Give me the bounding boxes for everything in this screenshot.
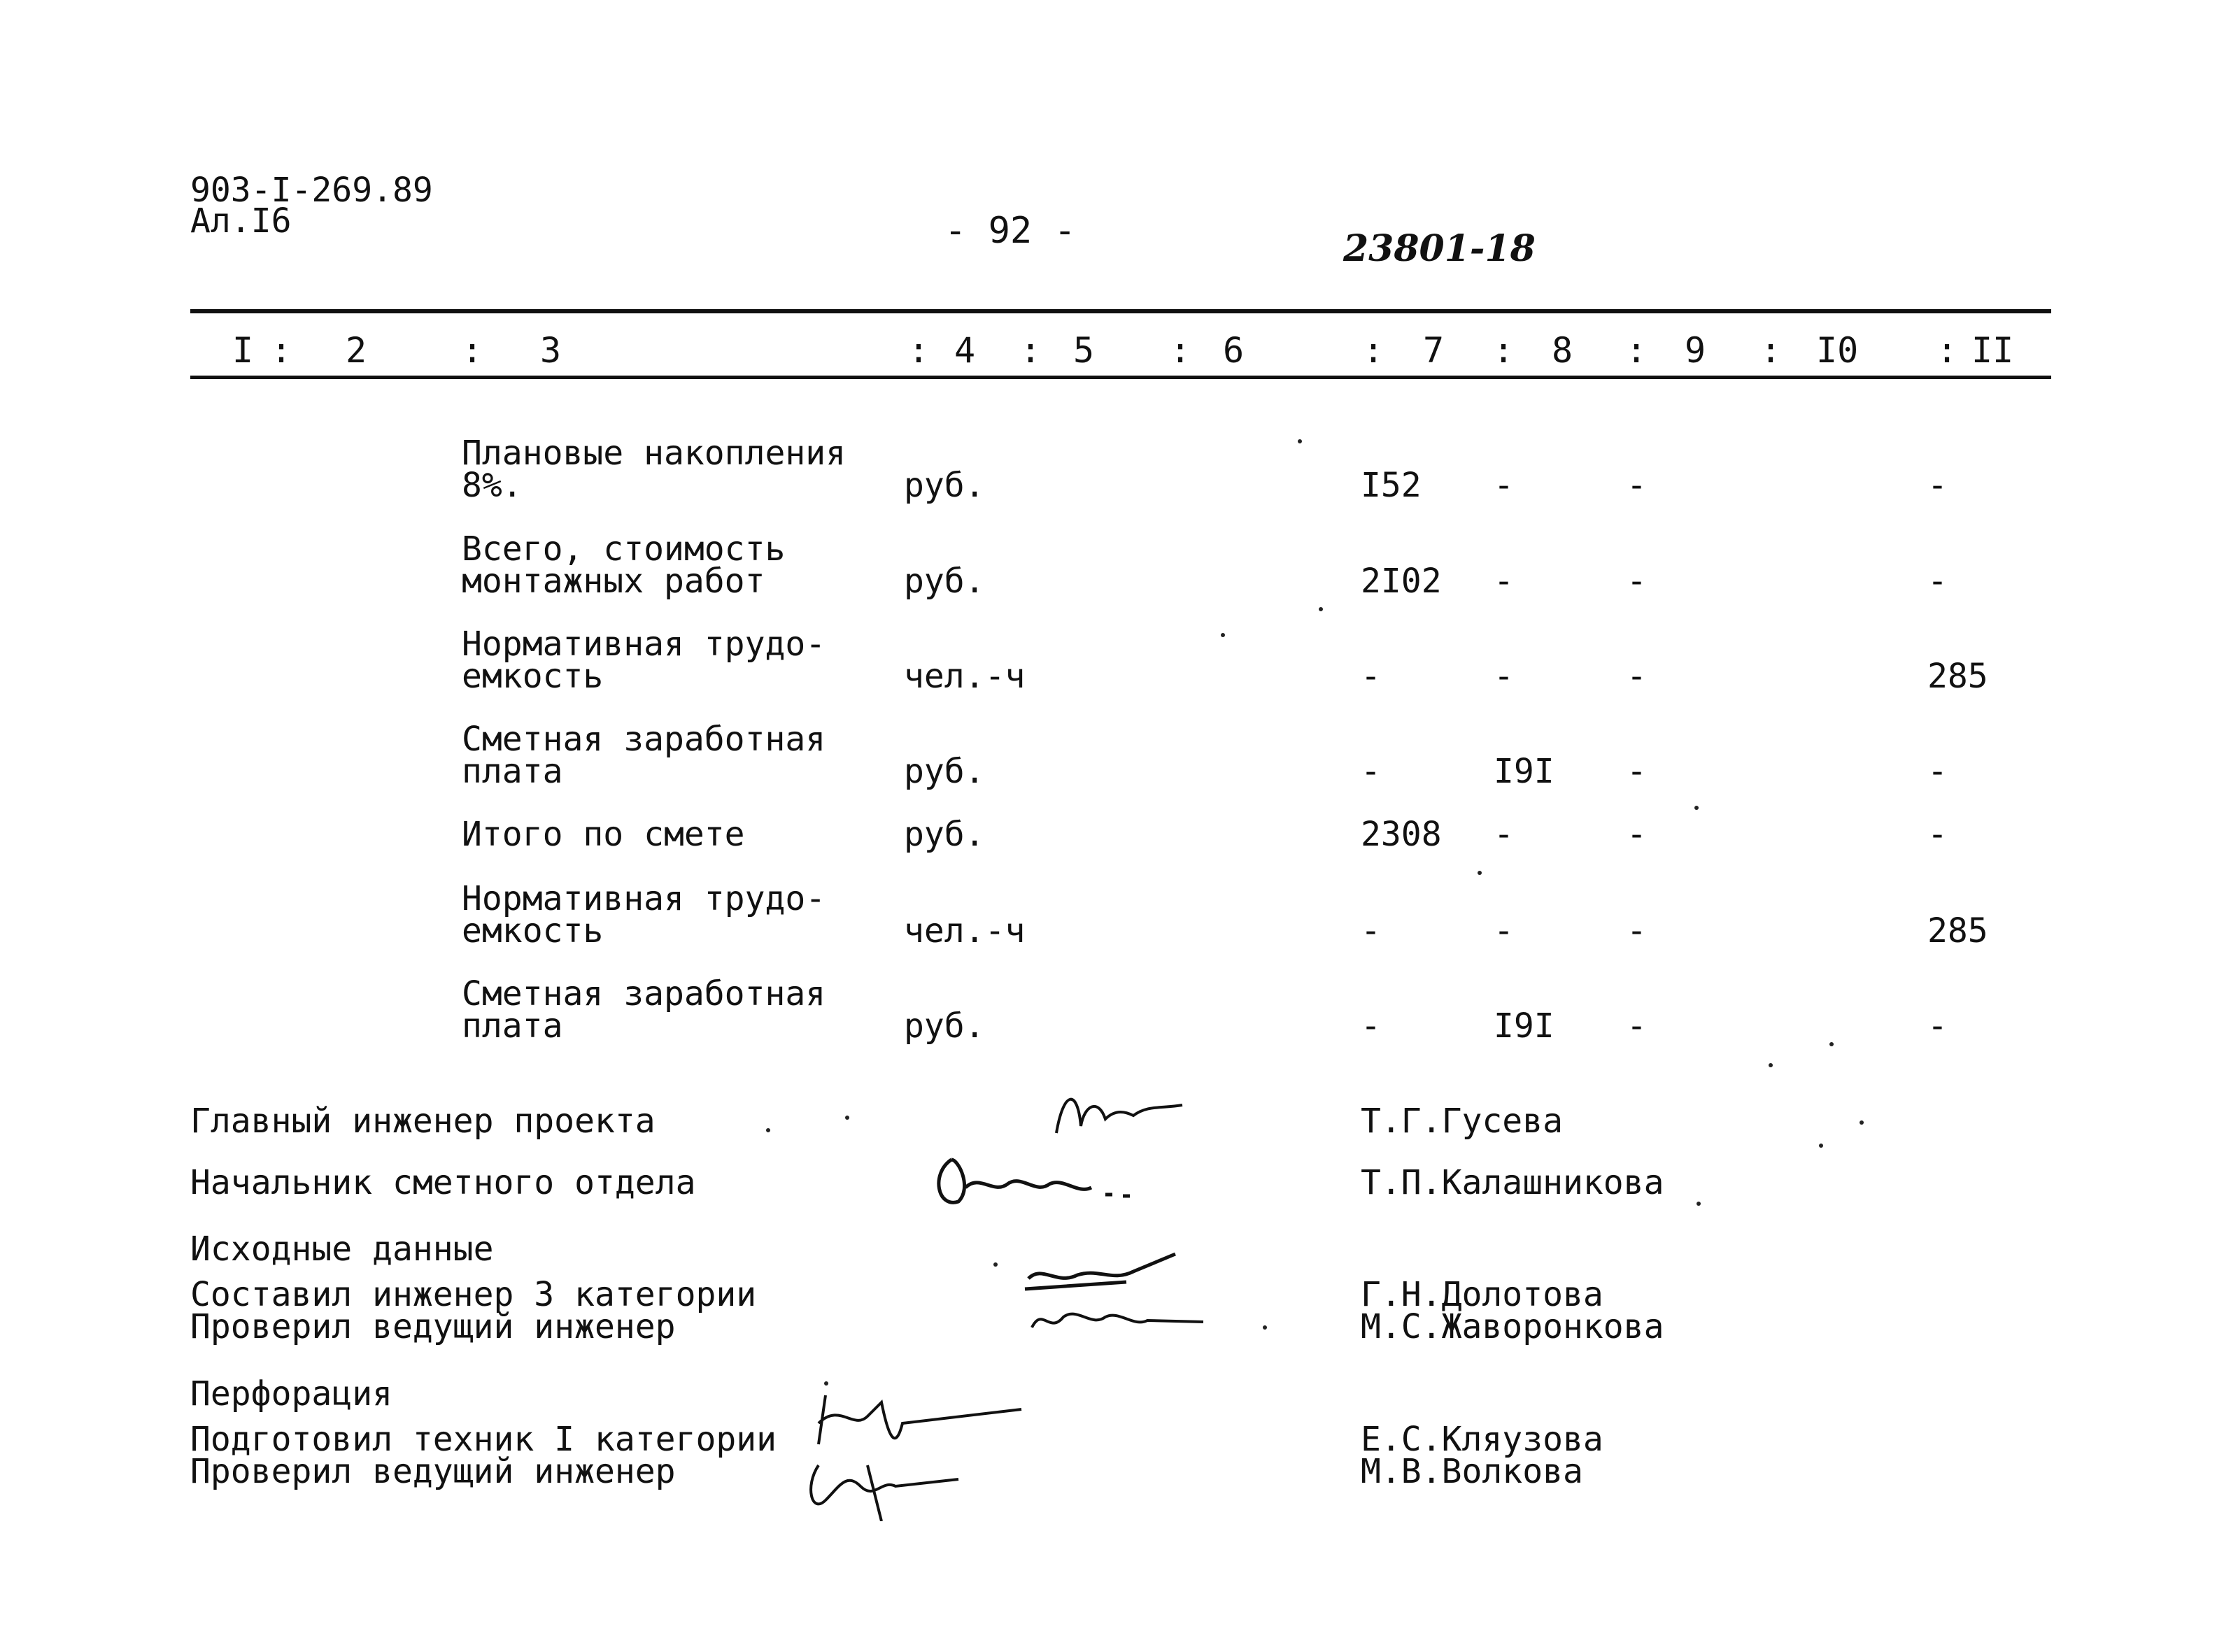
header-bottom-rule — [190, 376, 2051, 379]
value-col8: - — [1494, 562, 1514, 601]
role-label: Начальник сметного отдела — [190, 1163, 696, 1202]
value-col11: - — [1927, 1006, 1948, 1046]
role-label: Подготовил техник I категории Проверил ведущий инженер — [190, 1420, 777, 1491]
role-label: Главный инженер проекта — [190, 1102, 656, 1141]
value-col7: 2I02 — [1361, 562, 1442, 601]
col-separator: : — [1363, 330, 1384, 371]
item-name: Нормативная трудо- емкость — [462, 625, 826, 696]
table-row — [0, 625, 2231, 698]
col-num-7: 7 — [1423, 330, 1445, 371]
handwritten-signature — [1021, 1251, 1217, 1348]
item-unit: чел.-ч — [904, 911, 1026, 950]
value-col7: I52 — [1361, 466, 1422, 505]
item-unit: руб. — [904, 815, 985, 854]
signature-chief-engineer — [0, 1102, 2231, 1147]
scan-speck — [993, 1262, 998, 1267]
signature-estimate-head — [0, 1163, 2231, 1209]
value-col9: - — [1627, 466, 1647, 505]
col-num-2: 2 — [346, 330, 367, 371]
person-name: Т.П.Калашникова — [1361, 1163, 1664, 1202]
col-num-10: I0 — [1816, 330, 1859, 371]
signature-compiled-checked — [0, 1275, 2231, 1348]
document-number — [190, 171, 433, 241]
scan-speck — [1769, 1063, 1773, 1067]
col-separator: : — [1760, 330, 1782, 371]
value-col11: - — [1927, 562, 1948, 601]
col-separator: : — [908, 330, 930, 371]
value-col7: 2308 — [1361, 815, 1442, 854]
scan-speck — [1478, 871, 1482, 875]
scan-speck — [1860, 1120, 1864, 1125]
person-name: Е.С.Кляузова М.В.Волкова — [1361, 1420, 1603, 1491]
col-separator: : — [1493, 330, 1515, 371]
col-num-4: 4 — [954, 330, 976, 371]
value-col11: 285 — [1927, 911, 1988, 950]
value-col7: - — [1361, 752, 1381, 791]
col-separator: : — [462, 330, 483, 371]
col-num-3: 3 — [540, 330, 562, 371]
handwritten-signature — [930, 1146, 1140, 1216]
value-col8: - — [1494, 657, 1514, 696]
signature-prepared-checked — [0, 1420, 2231, 1493]
item-unit: руб. — [904, 562, 985, 601]
scan-speck — [1298, 439, 1302, 443]
col-num-8: 8 — [1552, 330, 1573, 371]
value-col9: - — [1627, 815, 1647, 854]
col-num-5: 5 — [1073, 330, 1095, 371]
item-unit: руб. — [904, 466, 985, 505]
value-col9: - — [1627, 657, 1647, 696]
value-col9: - — [1627, 752, 1647, 791]
value-col11: - — [1927, 466, 1948, 505]
table-row — [0, 434, 2231, 507]
item-unit: чел.-ч — [904, 657, 1026, 696]
value-col9: - — [1627, 911, 1647, 950]
table-row — [0, 974, 2231, 1048]
person-name: Г.Н.Долотова М.С.Жаворонкова — [1361, 1275, 1664, 1346]
item-name: Сметная заработная плата — [462, 720, 826, 791]
value-col11: - — [1927, 815, 1948, 854]
handwritten-signature — [1049, 1084, 1189, 1147]
table-row — [0, 529, 2231, 603]
item-name: Итого по смете — [462, 815, 745, 854]
scan-speck — [1697, 1202, 1701, 1206]
item-name: Всего, стоимость монтажных работ — [462, 529, 786, 601]
scan-speck — [845, 1116, 849, 1120]
handwritten-signature — [798, 1381, 1028, 1521]
section-title-perforation: Перфорация — [190, 1374, 392, 1414]
col-separator: : — [1936, 330, 1958, 371]
value-col8: - — [1494, 911, 1514, 950]
scan-speck — [1221, 633, 1225, 637]
scan-speck — [1263, 1325, 1267, 1330]
col-num-11: II — [1971, 330, 2014, 371]
value-col7: - — [1361, 657, 1381, 696]
value-col9: - — [1627, 1006, 1647, 1046]
scan-speck — [1694, 806, 1699, 810]
item-name: Плановые накопления 8%. — [462, 434, 847, 505]
scan-speck — [1829, 1042, 1834, 1046]
document-code: 23801-18 — [1343, 227, 1536, 270]
value-col8: - — [1494, 815, 1514, 854]
item-unit: руб. — [904, 1006, 985, 1046]
scan-speck — [1819, 1144, 1823, 1148]
column-numbers-row — [190, 330, 2051, 372]
col-separator: : — [1626, 330, 1648, 371]
scan-speck — [1319, 607, 1323, 611]
col-num-1: I — [232, 330, 254, 371]
item-name: Сметная заработная плата — [462, 974, 826, 1046]
col-num-6: 6 — [1223, 330, 1245, 371]
value-col11: - — [1927, 752, 1948, 791]
value-col7: - — [1361, 1006, 1381, 1046]
top-rule — [190, 309, 2051, 313]
scan-speck — [766, 1128, 770, 1132]
value-col11: 285 — [1927, 657, 1988, 696]
scan-speck — [824, 1381, 828, 1386]
col-separator: : — [1170, 330, 1191, 371]
person-name: Т.Г.Гусева — [1361, 1102, 1563, 1141]
col-num-9: 9 — [1685, 330, 1706, 371]
value-col8: I9I — [1494, 1006, 1554, 1046]
value-col7: - — [1361, 911, 1381, 950]
item-unit: руб. — [904, 752, 985, 791]
table-row — [0, 879, 2231, 953]
section-title-source-data: Исходные данные — [190, 1230, 494, 1269]
value-col9: - — [1627, 562, 1647, 601]
doc-number: 903-I-269.89 — [190, 171, 433, 210]
value-col8: - — [1494, 466, 1514, 505]
role-label: Составил инженер 3 категории Проверил ведущий инженер — [190, 1275, 757, 1346]
col-separator: : — [1020, 330, 1042, 371]
value-col8: I9I — [1494, 752, 1554, 791]
album-number: Ал.I6 — [190, 201, 292, 241]
item-name: Нормативная трудо- емкость — [462, 879, 826, 950]
table-row — [0, 720, 2231, 793]
table-row — [0, 815, 2231, 857]
page-number: - 92 - — [944, 210, 1076, 252]
col-separator: : — [271, 330, 292, 371]
